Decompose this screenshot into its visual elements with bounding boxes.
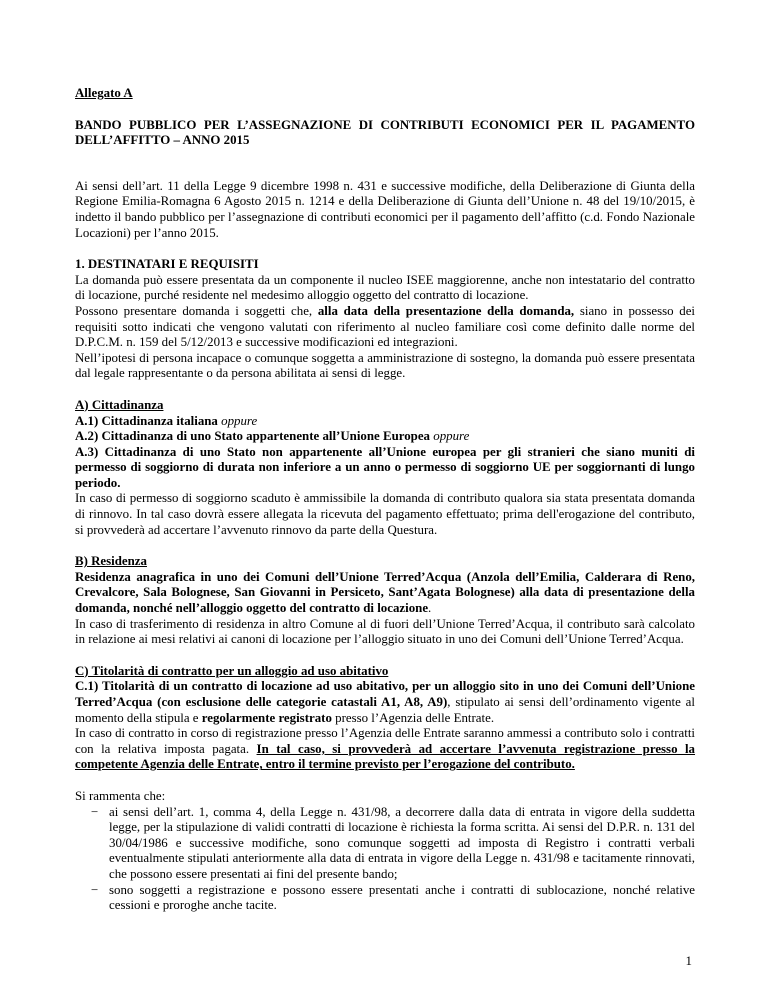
list-item-text: sono soggetti a registrazione e possono essere presentati anche i contratti di sublocazione, nonché relative cessioni e proroghe anche tacite. <box>109 882 695 913</box>
document-title: BANDO PUBBLICO PER L’ASSEGNAZIONE DI CONTRIBUTI ECONOMICI PER IL PAGAMENTO DELL’AFFITTO – ANNO 2015 <box>75 117 695 148</box>
text-span: , stipulato ai sensi dell’ordinamento vigente al momento della stipula e <box>75 695 695 725</box>
reminder-intro: Si rammenta che: <box>75 788 166 803</box>
dash-bullet: − <box>91 882 99 897</box>
text-span: In caso di contratto in corso di registrazione presso l’Agenzia delle Entrate saranno ammessi a contributo solo i contratti con la relativa imposta pagata. <box>75 726 695 756</box>
section-b-note: In caso di trasferimento di residenza in altro Comune al di fuori dell’Unione Terred’Acqua, il contributo sarà calcolato in relazione ai mesi relativi ai canoni di locazione per l’alloggio situato in uno dei Comuni dell’Unione Terred’Acqua. <box>75 616 695 647</box>
list-item-text: ai sensi dell’art. 1, comma 4, della Legge n. 431/98, a decorrere dalla data di entrata in vigore della suddetta legge, per la stipulazione di validi contratti di locazione è richiesta la forma scritta. Ai sensi del D.P.R. n. 131 del 30/04/1986 e successive modifiche, sono comunque soggetti ad imposta di Registro i contratti verbali eventualmente stipulati anteriormente alla data di entrata in vigore della Legge n. 431/98 e tacitamente rinnovati, che possono essere presentati ai fini del presente bando; <box>109 804 695 881</box>
document-body <box>75 86 695 914</box>
bold-span: alla data della presentazione della domanda, <box>317 303 575 318</box>
intro-paragraph: Ai sensi dell’art. 11 della Legge 9 dicembre 1998 n. 431 e successive modifiche, della Deliberazione di Giunta della Regione Emilia-Romagna 6 Agosto 2015 n. 1214 e della Deliberazione di Giunta dell’Unione n. 48 del 19/10/2015, è indetto il bando pubblico per l’assegnazione di contributi economici per il pagamento dell’affitto (c.d. Fondo Nazionale Locazioni) per l’anno 2015. <box>75 178 695 240</box>
annex-label: Allegato A <box>75 86 133 100</box>
text-span: presso l’Agenzia delle Entrate. <box>331 710 495 725</box>
list-item <box>75 883 695 914</box>
section-c-heading: C) Titolarità di contratto per un alloggio ad uso abitativo <box>75 663 389 678</box>
italic-span: oppure <box>221 413 258 428</box>
text-span: . <box>428 601 432 616</box>
requirement-a3: A.3) Cittadinanza di uno Stato non appartenente all’Unione europea per gli stranieri che siano muniti di permesso di soggiorno di durata non inferiore a un anno o permesso di soggiorno UE per soggiornanti di lungo periodo. <box>75 444 695 490</box>
page-number: 1 <box>685 954 692 968</box>
section-b <box>75 554 695 648</box>
section-b-heading: B) Residenza <box>75 554 147 569</box>
section-a-heading: A) Cittadinanza <box>75 397 164 412</box>
requirement-b <box>75 570 695 617</box>
dash-bullet: − <box>91 804 99 819</box>
list-item <box>75 805 695 883</box>
section-1-heading: 1. DESTINATARI E REQUISITI <box>75 257 259 272</box>
section-a-note: In caso di permesso di soggiorno scaduto è ammissibile la domanda di contributo qualora sia stata presentata domanda di rinnovo. In tal caso dovrà essere allegata la ricevuta del pagamento effettuato; prima dell'erogazione del contributo, si provvederà ad accertare l’avvenuto rinnovo da parte della Questura. <box>75 491 695 537</box>
requirement-a2 <box>75 429 695 445</box>
bold-underline-span: In tal caso, si provvederà ad accertare l’avvenuta registrazione presso la competente Agenzia delle Entrate, entro il termine previsto per l’erogazione del contributo. <box>75 741 696 772</box>
section-1 <box>75 257 695 382</box>
section-1-paragraph-2 <box>75 304 695 351</box>
bold-span: A.2) Cittadinanza di uno Stato appartenente all’Unione Europea <box>75 429 431 444</box>
section-1-paragraph-1: La domanda può essere presentata da un componente il nucleo ISEE maggiorenne, anche non intestatario del contratto di locazione, purché residente nel medesimo alloggio oggetto del contratto di locazione. <box>75 272 695 303</box>
text-span: Possono presentare domanda i soggetti che, <box>75 303 318 318</box>
bold-span: Residenza anagrafica in uno dei Comuni dell’Unione Terred’Acqua (Anzola dell’Emilia, Calderara di Reno, Crevalcore, Sala Bolognese, San Giovanni in Persiceto, Sant’Agata Bolognese) alla data di presentazione della domanda, nonché nell’alloggio oggetto del contratto di locazione <box>75 569 695 616</box>
text-span: siano in possesso dei requisiti sotto indicati che vengono valutati con riferimento al nucleo familiare così come definito dalle norme del D.P.C.M. n. 159 del 5/12/2013 e successive modificazioni ed integrazioni. <box>75 303 696 350</box>
bold-span: A.1) Cittadinanza italiana <box>75 413 218 428</box>
reminder-list <box>75 805 695 914</box>
reminder-block <box>75 789 695 914</box>
italic-span: oppure <box>433 429 470 444</box>
section-c <box>75 664 695 773</box>
section-c-note <box>75 726 695 773</box>
requirement-c1 <box>75 679 695 726</box>
section-1-paragraph-3: Nell’ipotesi di persona incapace o comunque soggetta a amministrazione di sostegno, la domanda può essere presentata dal legale rappresentante o da persona abilitata ai sensi di legge. <box>75 350 695 381</box>
bold-span: C.1) Titolarità di un contratto di locazione ad uso abitativo, per un alloggio sito in uno dei Comuni dell’Unione Terred’Acqua (con esclusione delle categorie catastali A1, A8, A9) <box>75 679 695 709</box>
section-a <box>75 398 695 538</box>
bold-span: regolarmente registrato <box>201 710 332 725</box>
requirement-a1 <box>75 414 695 430</box>
